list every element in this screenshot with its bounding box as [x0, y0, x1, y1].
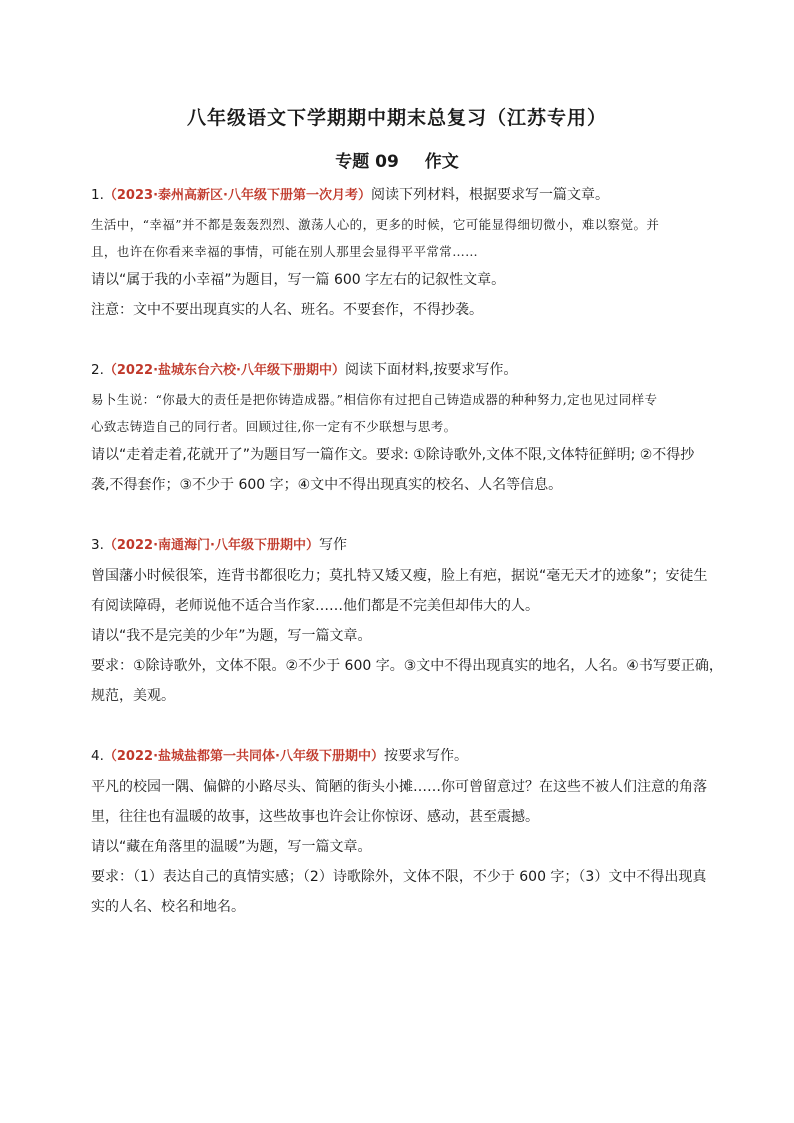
material-line: 易卜生说：“你最大的责任是把你铸造成器。”相信你有过把自己铸造成器的种种努力,定也见过同样专	[91, 392, 658, 407]
material-line: 心致志铸造自己的同行者。回顾过往,你一定有不少联想与思考。	[91, 419, 457, 434]
question-source: （2022·盐城东台六校·八年级下册期中）	[103, 363, 345, 378]
body-line: 请以“藏在角落里的温暖”为题，写一篇文章。	[91, 839, 372, 855]
body-line: 请以“走着走着,花就开了”为题目写一篇作文。要求: ①除诗歌外,文体不限,文体特征鲜明; ②不得抄	[91, 447, 695, 463]
body-line: 实的人名、校名和地名。	[91, 899, 245, 915]
question-instruction: 写作	[318, 537, 347, 553]
body-line: 要求：①除诗歌外，文体不限。②不少于 600 字。③文中不得出现真实的地名，人名。④书写要正确，	[91, 658, 723, 674]
body-line: 平凡的校园一隅、偏僻的小路尽头、简陋的街头小摊……你可曾留意过？在这些不被人们注意的角落	[91, 779, 707, 795]
question-4	[91, 741, 731, 922]
body-line: 里，往往也有温暖的故事，这些故事也许会让你惊讶、感动，甚至震撼。	[91, 809, 539, 825]
question-header	[91, 530, 731, 561]
body-line: 袭,不得套作；③不少于 600 字；④文中不得出现真实的校名、人名等信息。	[91, 477, 563, 493]
question-1	[91, 180, 731, 325]
body-line: 请以“我不是完美的少年”为题，写一篇文章。	[91, 628, 372, 644]
question-number: 2.	[91, 362, 104, 378]
body-line: 规范，美观。	[91, 688, 175, 704]
body-line: 请以“属于我的小幸福”为题目，写一篇 600 字左右的记叙性文章。	[91, 272, 506, 288]
question-source: （2023·泰州高新区·八年级下册第一次月考）	[103, 188, 371, 203]
question-instruction: 阅读下面材料,按要求写作。	[344, 362, 518, 378]
question-header	[91, 180, 731, 211]
material-line: 且，也许在你看来幸福的事情，可能在别人那里会显得平平常常……	[91, 244, 479, 259]
question-instruction: 阅读下列材料，根据要求写一篇文章。	[370, 187, 609, 203]
question-source: （2022·盐城盐都第一共同体·八年级下册期中）	[103, 749, 384, 764]
body-line: 要求：（1）表达自己的真情实感；（2）诗歌除外，文体不限，不少于 600 字；（3）文中不得出现真	[91, 869, 707, 885]
topic-name: 作文	[424, 152, 459, 172]
question-2	[91, 355, 731, 500]
question-instruction: 按要求写作。	[383, 748, 468, 764]
questions-list	[91, 180, 731, 922]
question-3	[91, 530, 731, 711]
question-source: （2022·南通海门·八年级下册期中）	[103, 538, 319, 553]
question-header	[91, 355, 731, 386]
question-number: 1.	[91, 187, 104, 203]
topic-number: 专题 09	[335, 152, 399, 172]
topic-subtitle	[0, 147, 794, 172]
document-title: 八年级语文下学期期中期末总复习（江苏专用）	[186, 107, 607, 129]
question-number: 4.	[91, 748, 104, 764]
body-line: 注意：文中不要出现真实的人名、班名。不要套作，不得抄袭。	[91, 302, 483, 318]
body-line: 曾国藩小时候很笨，连背书都很吃力；莫扎特又矮又瘦，脸上有疤，据说“毫无天才的迹象”；安徒生	[91, 568, 708, 584]
question-number: 3.	[91, 537, 104, 553]
material-line: 生活中，“幸福”并不都是轰轰烈烈、激荡人心的，更多的时候，它可能显得细切微小，难以察觉。并	[91, 217, 660, 232]
body-line: 有阅读障碍，老师说他不适合当作家……他们都是不完美但却伟大的人。	[91, 598, 539, 614]
question-header	[91, 741, 731, 772]
